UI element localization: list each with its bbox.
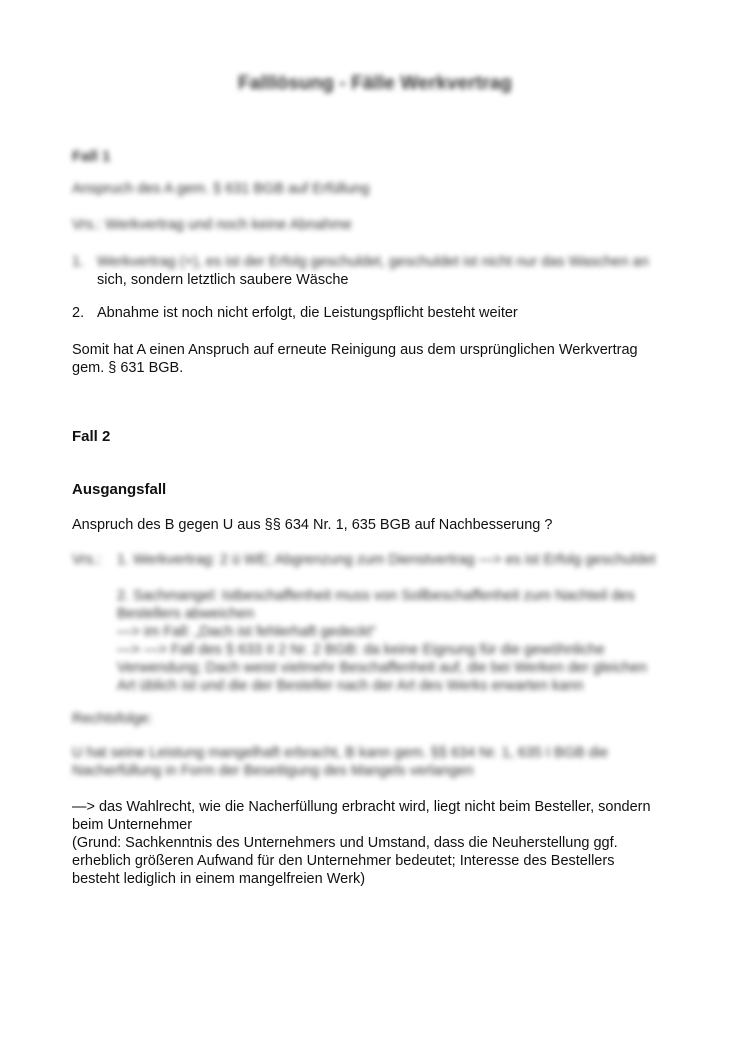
fall2-grund-line-3: besteht lediglich in einem mangelfreien Werk) (72, 871, 366, 887)
fall2-subheading: Ausgangsfall (72, 481, 167, 498)
fall2-claim: Anspruch des B gegen U aus §§ 634 Nr. 1, 635 BGB auf Nachbesserung ? (72, 517, 553, 533)
fall2-vrs-item-2-line-2: Bestellers abweichen (117, 606, 255, 622)
fall2-vrs-item-2-line-6: Art üblich ist und die der Besteller nach der Art des Werks erwarten kann (117, 678, 584, 694)
document-title: Falllösung - Fälle Werkvertrag (237, 73, 512, 94)
fall2-rechtsfolge-text (72, 744, 608, 780)
fall2-vrs-item-2-line-5: Verwendung; Dach weist vielmehr Beschaffenheit auf, die bei Werken der gleichen (117, 660, 647, 676)
fall2-grund-line-1: (Grund: Sachkenntnis des Unternehmers und Umstand, dass die Neuherstellung ggf. (72, 835, 618, 851)
fall1-item-2-number: 2. (72, 305, 85, 321)
fall1-heading: Fall 1 (72, 148, 111, 165)
fall2-vrs-item-2 (117, 587, 647, 695)
fall2-wahlrecht-line-1: —> das Wahlrecht, wie die Nacherfüllung erbracht wird, liegt nicht beim Besteller, sondern (72, 799, 651, 815)
fall1-conclusion (72, 341, 638, 377)
fall2-rechtsfolge-line-2: Nacherfüllung in Form der Beseitigung des Mangels verlangen (72, 763, 474, 779)
fall2-vrs-item-1: 1. Werkvertrag: 2 ü WE; Abgrenzung zum Dienstvertrag —> es ist Erfolg geschuldet (117, 552, 656, 568)
fall1-item-1-line-2: sich, sondern letztlich saubere Wäsche (97, 272, 349, 288)
fall1-claim: Anspruch des A gem. § 631 BGB auf Erfüllung (72, 181, 370, 197)
fall1-conclusion-line-1: Somit hat A einen Anspruch auf erneute Reinigung aus dem ursprünglichen Werkvertrag (72, 342, 638, 358)
fall2-vrs-item-2-line-3: —> im Fall: „Dach ist fehlerhaft gedeckt“ (117, 624, 377, 640)
fall1-conclusion-line-2: gem. § 631 BGB. (72, 360, 184, 376)
fall2-heading: Fall 2 (72, 428, 111, 445)
fall2-rechtsfolge-label: Rechtsfolge: (72, 711, 153, 727)
fall2-wahlrecht-line-2: beim Unternehmer (72, 817, 193, 833)
fall2-rechtsfolge-line-1: U hat seine Leistung mangelhaft erbracht, B kann gem. §§ 634 Nr. 1, 635 I BGB die (72, 745, 609, 761)
fall1-item-1-line-1: Werkvertrag (+), es ist der Erfolg geschuldet, geschuldet ist nicht nur das Waschen an (97, 254, 649, 270)
fall1-prereq: Vrs.: Werkvertrag und noch keine Abnahme (72, 217, 352, 233)
fall2-vrs-label: Vrs.: (72, 552, 102, 568)
fall2-vrs-item-2-line-1: 2. Sachmangel: Istbeschaffenheit muss von Sollbeschaffenheit zum Nachteil des (117, 588, 635, 604)
fall1-item-1-number: 1. (72, 254, 85, 270)
fall2-grund-line-2: erheblich größeren Aufwand für den Unternehmer bedeutet; Interesse des Bestellers (72, 853, 615, 869)
fall1-item-1 (72, 253, 692, 289)
fall1-item-2-text: Abnahme ist noch nicht erfolgt, die Leistungspflicht besteht weiter (97, 305, 518, 321)
fall2-wahlrecht (72, 798, 651, 888)
fall1-item-2 (72, 304, 692, 322)
fall2-vrs-item-2-line-4: —> —> Fall des § 633 II 2 Nr. 2 BGB: da keine Eignung für die gewöhnliche (117, 642, 605, 658)
